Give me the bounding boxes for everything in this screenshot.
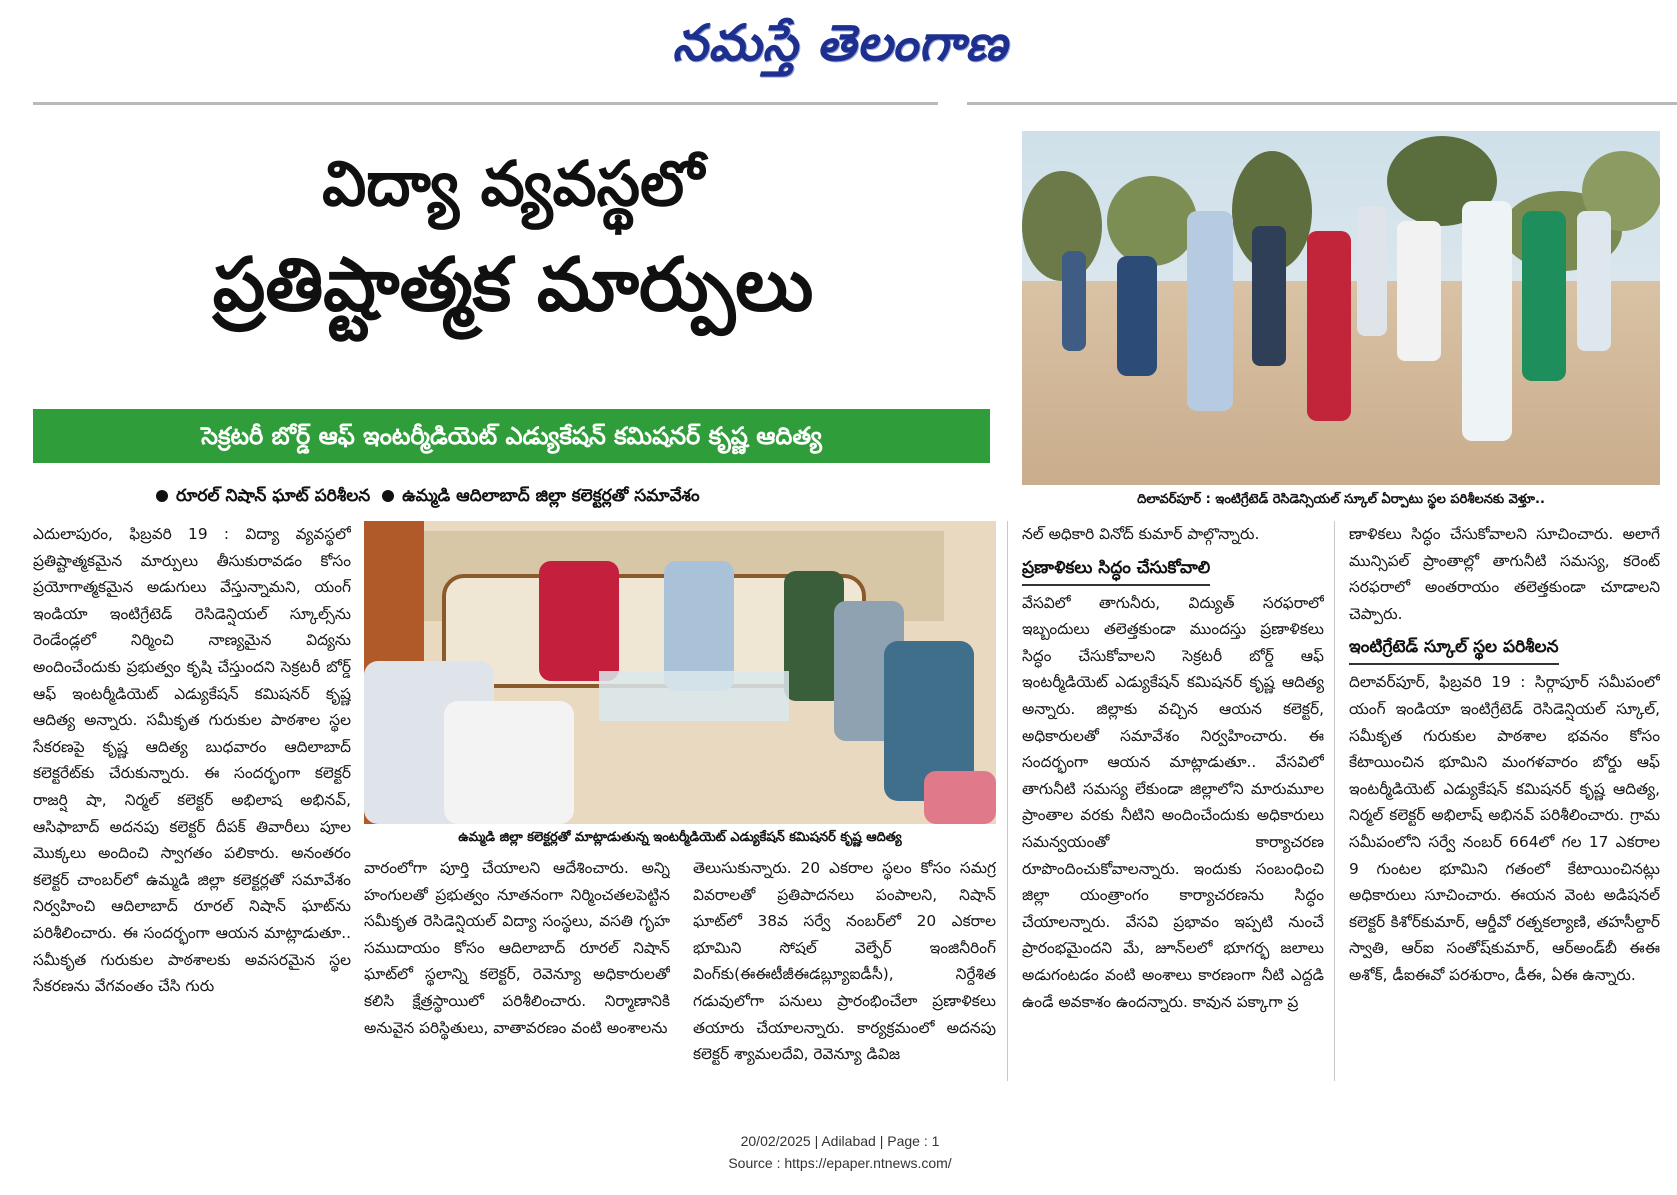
site-visit-photo [1022,131,1660,485]
article-column-1 [33,521,351,1081]
article-column-4 [1022,521,1324,1081]
article-paragraph: ఎదులాపురం, ఫిబ్రవరి 19 : విద్యా వ్యవస్థలో ప్రతిష్టాత్మకమైన మార్పులు తీసుకురావడం కోసం ప్రయోగాత్మకమైన అడుగులు వేస్తున్నామని, యంగ్ ఇండియా ఇంటిగ్రేటెడ్ రెసిడెన్షియల్ స్కూల్స్‌ను రెండేండ్లలో నిర్మించి నాణ్యమైన విద్యను అందించేందుకు ప్రభుత్వం కృషి చేస్తుందని సెక్రటరీ బోర్డ్ ఆఫ్ ఇంటర్మీడియెట్ ఎడ్యుకేషన్ కమిషనర్ కృష్ణ ఆదిత్య అన్నారు. సమీకృత గురుకుల పాఠశాల స్థల సేకరణపై కృష్ణ ఆదిత్య బుధవారం ఆదిలాబాద్ కలెక్టరేట్‌కు చేరుకున్నారు. ఈ సందర్భంగా కలెక్టర్ రాజర్షి షా, నిర్మల్ కలెక్టర్ అభిలాష అభినవ్, ఆసిఫాబాద్ అదనపు కలెక్టర్ దీపక్ తివారీలు పూల మొక్కలు అందించి స్వాగతం పలికారు. అనంతరం కలెక్టర్ చాంబర్‌లో ఉమ్మడి జిల్లా కలెక్టర్లతో సమావేశం నిర్వహించి ఆదిలాబాద్ రూరల్ నిషాన్ ఘాట్‌ను పరిశీలించారు. ఈ సందర్భంగా ఆయన మాట్లాడుతూ.. సమీకృత గురుకుల పాఠశాలకు అవసరమైన స్థల సేకరణను వేగవంతం చేసి గురు [33,525,351,996]
article-column-3 [693,855,996,1085]
article-paragraph: నల్ అధికారి వినోద్ కుమార్ పాల్గొన్నారు. [1022,525,1260,543]
bullet-dot-icon [156,490,168,502]
section-subheading: ఇంటిగ్రేటెడ్ స్కూల్ స్థల పరిశీలన [1349,633,1559,665]
section-subheading: ప్రణాళికలు సిద్ధం చేసుకోవాలి [1022,554,1210,586]
bullet-dot-icon [382,490,394,502]
meeting-photo [364,521,996,824]
bullet-item: రూరల్ నిషాన్ ఘాట్ పరిశీలన [176,486,371,506]
article-column-5 [1349,521,1660,1081]
headline [33,138,993,340]
meeting-caption: ఉమ్మడి జిల్లా కలెక్టర్లతో మాట్లాడుతున్న ఇంటర్మీడియెట్ ఎడ్యుకేషన్ కమిషనర్ కృష్ణ ఆదిత్య [458,830,902,845]
headline-line-2: ప్రతిష్టాత్మక మార్పులు [212,242,814,328]
masthead-rule-right [967,102,1677,105]
article-paragraph: తెలుసుకున్నారు. 20 ఎకరాల స్థలం కోసం సమగ్ర వివరాలతో ప్రతిపాదనలు పంపాలని, నిషాన్ ఘాట్‌లో 38వ సర్వే నంబర్‌లో 20 ఎకరాల భూమిని సోషల్ వెల్ఫేర్ ఇంజినీరింగ్ వింగ్‌కు(ఈఈటీజీఈడబ్ల్యూఐడీసీ), నిర్దేశిత గడువులోగా పనులు ప్రారంభించేలా ప్రణాళికలు తయారు చేయాలన్నారు. కార్యక్రమంలో అదనపు కలెక్టర్ శ్యామలదేవి, రెవెన్యూ డివిజ [693,859,996,1064]
column-divider [1334,521,1335,1081]
bullet-item: ఉమ్మడి ఆదిలాబాద్ జిల్లా కలెక్టర్లతో సమావేశం [402,486,700,506]
article-column-2 [364,855,670,1085]
masthead-rule-left [33,102,938,105]
subheadline-banner: సెక్రటరీ బోర్డ్ ఆఫ్ ఇంటర్మీడియెట్ ఎడ్యుకేషన్ కమిషనర్ కృష్ణ ఆదిత్య [33,409,990,463]
page-footer [560,1130,1120,1174]
article-paragraph: వారంలోగా పూర్తి చేయాలని ఆదేశించారు. అన్ని హంగులతో ప్రభుత్వం నూతనంగా నిర్మించతలపెట్టిన సమీకృత రెసిడెన్షియల్ విద్యా సంస్థలు, వసతి గృహ సముదాయం కోసం ఆదిలాబాద్ రూరల్ నిషాన్ ఘాట్‌లో స్థలాన్ని కలెక్టర్, రెవెన్యూ అధికారులతో కలిసి క్షేత్రస్థాయిలో పరిశీలించారు. నిర్మాణానికి అనువైన పరిస్థితులు, వాతావరణం వంటి అంశాలను [364,859,670,1037]
article-paragraph: వేసవిలో తాగునీరు, విద్యుత్ సరఫరాలో ఇబ్బందులు తలెత్తకుండా ముందస్తు ప్రణాళికలు సిద్ధం చేసుకోవాలని సెక్రటరీ బోర్డ్ ఆఫ్ ఇంటర్మీడియెట్ ఎడ్యుకేషన్ కమిషనర్ కృష్ణ ఆదిత్య అన్నారు. జిల్లాకు వచ్చిన ఆయన కలెక్టర్, అధికారులతో సమావేశం నిర్వహించారు. ఈ సందర్భంగా ఆయన మాట్లాడుతూ.. వేసవిలో తాగునీటి సమస్య లేకుండా జిల్లాలోని మారుమూల ప్రాంతాల వరకు నీటిని అందించేందుకు అధికారులు సమన్వయంతో కార్యాచరణ రూపొందించుకోవాలన్నారు. ఇందుకు సంబంధించి జిల్లా యంత్రాంగం కార్యాచరణను సిద్ధం చేయాలన్నారు. వేసవి ప్రభావం ఇప్పటి నుంచే ప్రారంభమైందని మే, జూన్‌లలో భూగర్భ జలాలు అడుగంటడం వంటి అంశాలు కారణంగా నీటి ఎద్దడి ఉండే అవకాశం ఉందన్నారు. కావున పక్కాగా ప్ర [1022,593,1324,1011]
article-paragraph: ణాళికలు సిద్ధం చేసుకోవాలని సూచించారు. అలాగే మున్సిపల్ ప్రాంతాల్లో తాగునీటి సమస్య, కరెంట్ సరఫరాలో అంతరాయం తలెత్తకుండా చూడాలని చెప్పారు. [1349,525,1660,623]
source-link[interactable]: Source : https://epaper.ntnews.com/ [728,1155,952,1171]
headline-line-1: విద్యా వ్యవస్థలో [322,147,704,220]
article-paragraph: దిలావర్‌పూర్, ఫిబ్రవరి 19 : సిర్గాపూర్ సమీపంలో యంగ్ ఇండియా ఇంటిగ్రేటెడ్ రెసిడెన్షియల్ స్కూల్, సమీకృత గురుకుల పాఠశాల భవనం కోసం కేటాయించిన భూమిని మంగళవారం బోర్డు ఆఫ్ ఇంటర్మీడియెట్ ఎడ్యుకేషన్ కమిషనర్ కృష్ణ ఆదిత్య, నిర్మల్ కలెక్టర్ అభిలాష్ అభినవ్ పరిశీలించారు. గ్రామ సమీపంలోని సర్వే నంబర్ 664లో గల 17 ఎకరాల 9 గుంటల భూమిని గతంలో కేటాయించినట్లు అధికారులు సూచించారు. ఈయన వెంట అడిషనల్ కలెక్టర్ కిశోర్‌కుమార్, ఆర్డీవో రత్నకల్యాణి, తహసీల్దార్ స్వాతి, ఆర్‌ఐ సంతోష్‌కుమార్, ఆర్అండ్‌బీ ఈఈ అశోక్, డీఐఈవో పరశురాం, డీఈ, ఏఈ ఉన్నారు. [1349,673,1660,984]
newspaper-masthead: నమస్తే తెలంగాణ [672,13,1008,72]
site-visit-caption: దిలావర్‌పూర్ : ఇంటిగ్రేటెడ్ రెసిడెన్సియల్ స్కూల్ ఏర్పాటు స్థల పరిశీలనకు వెళ్తూ.. [1137,492,1545,507]
edition-info: 20/02/2025 | Adilabad | Page : 1 [740,1133,940,1149]
highlight-bullets [150,484,970,508]
column-divider [1007,521,1008,1081]
